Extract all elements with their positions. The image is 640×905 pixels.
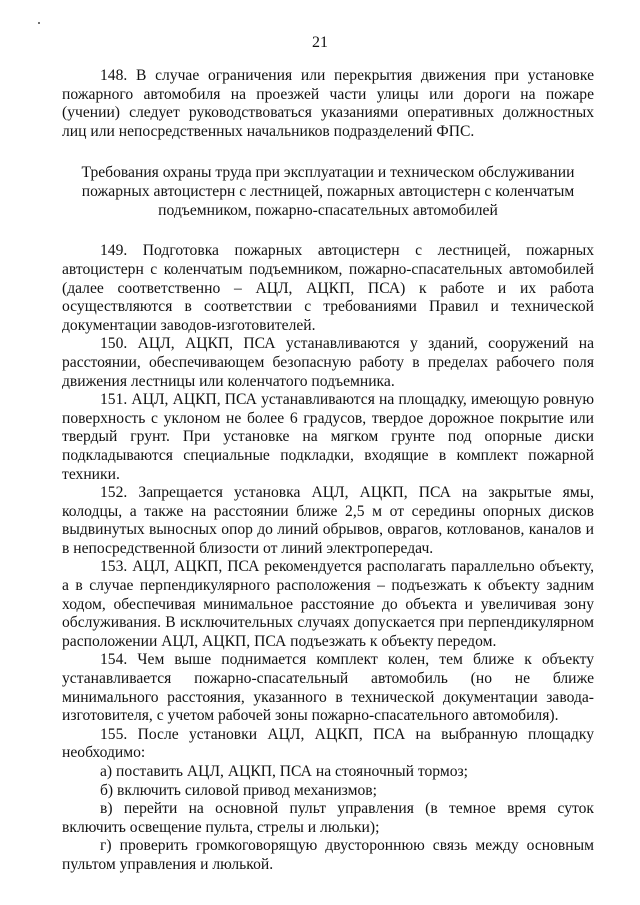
section-heading-line-2: пожарных автоцистерн с лестницей, пожарных автоцистерн с коленчатым [81, 183, 575, 201]
section-heading-line-1: Требования охраны труда при эксплуатации и техническом обслуживании [81, 164, 575, 182]
paragraph-150: 150. АЦЛ, АЦКП, ПСА устанавливаются у зданий, сооружений на расстоянии, обеспечивающем безопасную работу в пределах рабочего поля движения лестницы или коленчатого подъемника. [62, 335, 594, 390]
list-item-b: б) включить силовой привод механизмов; [100, 781, 377, 799]
section-heading [62, 163, 594, 220]
paragraph-149: 149. Подготовка пожарных автоцистерн с лестницей, пожарных автоцистерн с коленчатым подъемником, пожарно-спасательных автомобилей (далее соответственно – АЦЛ, АЦКП, ПСА) к работе и их работа осуществляются в соответствии с требованиями Правил и технической документации заводов-изготовителей. [62, 242, 594, 334]
paragraph-155: 155. После установки АЦЛ, АЦКП, ПСА на выбранную площадку необходимо: [62, 725, 594, 762]
scan-speck [38, 22, 40, 24]
paragraph-154: 154. Чем выше поднимается комплект колен, тем ближе к объекту устанавливается пожарно-спасательный автомобиль (но не ближе минимального расстояния, указанного в технической документации завода-изготовителя, с учетом рабочей зоны пожарно-спасательного автомобиля). [62, 651, 594, 725]
list-item-g: г) проверить громкоговорящую двустороннюю связь между основным пультом управления и люлькой. [62, 837, 594, 873]
paragraph-148: 148. В случае ограничения или перекрытия движения при установке пожарного автомобиля на проезжей части улицы или дороги на пожаре (учении) следует руководствоваться указаниями оперативных должностных лиц или непосредственных начальников подразделений ФПС. [62, 67, 594, 140]
list-item-a: а) поставить АЦЛ, АЦКП, ПСА на стояночный тормоз; [100, 763, 468, 780]
paragraph-152: 152. Запрещается установка АЦЛ, АЦКП, ПСА на закрытые ямы, колодцы, а также на расстоянии ближе 2,5 м от середины опорных дисков выдвинутых выносных опор до линий обрывов, оврагов, котлованов, каналов и в непосредственной близости от линий электропередач. [62, 484, 594, 557]
paragraph-153: 153. АЦЛ, АЦКП, ПСА рекомендуется располагать параллельно объекту, а в случае перпендикулярного расположения – подъезжать к объекту задним ходом, обеспечивая минимальное расстояние до объекта и увеличивая зону обслуживания. В исключительных случаях допускается при перпендикулярном расположении АЦЛ, АЦКП, ПСА подъезжать к объекту передом. [62, 558, 594, 650]
section-heading-line-3: подъемником, пожарно-спасательных автомобилей [158, 202, 498, 220]
page-number: 21 [312, 34, 328, 51]
document-body [62, 67, 594, 875]
list-item-v: в) перейти на основной пульт управления (в темное время суток включить освещение пульта, стрелы и люльки); [62, 800, 594, 836]
paragraph-151: 151. АЦЛ, АЦКП, ПСА устанавливаются на площадку, имеющую ровную поверхность с уклоном не более 6 градусов, твердое дорожное покрытие или твердый грунт. При установке на мягком грунте под опорные диски подкладываются специальные подкладки, входящие в комплект пожарной техники. [62, 391, 594, 483]
